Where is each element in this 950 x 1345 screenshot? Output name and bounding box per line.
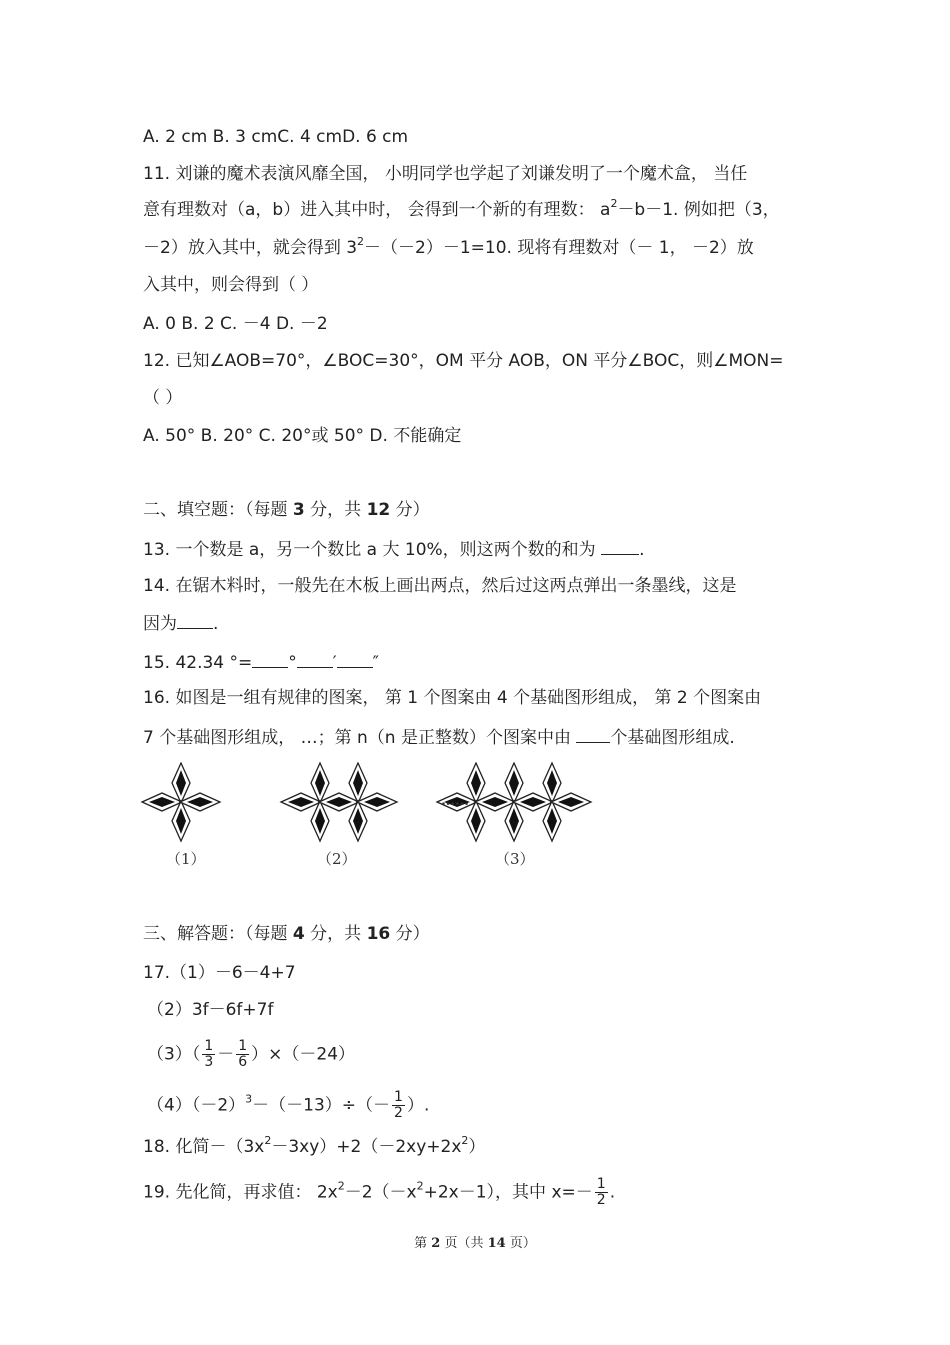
q10-options: A. 2 cm B. 3 cmC. 4 cmD. 6 cm [143,127,409,147]
fraction-one-half: $\frac{1}{2}$ [596,1176,606,1208]
q17-part1: 17.（1）－6－4+7 [143,963,296,983]
pattern-ellipsis: …… [441,793,469,809]
pattern-2 [281,763,397,841]
q17-part3: （3）（ $\frac{1}{3}$ － $\frac{1}{6}$ ）×（－24） [147,1038,356,1070]
q14-line2: 因为 . [143,610,218,636]
q15-blank-deg[interactable] [252,649,288,668]
q11-line3: －2）放入其中，就会得到 $3^2-(-2)-1=10$. 现将有理数对（－ 1， －2）放 [143,235,754,258]
section2-heading: 二、填空题：（每题 3 分，共 12 分） [143,500,430,520]
caption-2: （2） [317,850,357,868]
q14-blank[interactable] [177,610,213,629]
q13-blank[interactable] [601,536,639,555]
q19: 19. 先化简，再求值： $2x^2-2(-x^2+2x-1)$，其中 x=－ $\frac{1}{2}$ . [143,1176,616,1208]
page-footer: 第 2 页（共 14 页） [414,1236,536,1251]
q12-line2: （ ） [143,388,183,408]
q11-line1: 11. 刘谦的魔术表演风靡全国， 小明同学也学起了刘谦发明了一个魔术盒， 当任 [143,164,748,184]
q15-blank-sec[interactable] [337,649,373,668]
fraction-one-third: $\frac{1}{3}$ [204,1038,214,1070]
q15: 15. 42.34 °= ° ′ ″ [143,649,379,675]
q11-line4: 入其中，则会得到（ ） [143,275,319,295]
fraction-one-half: $\frac{1}{2}$ [394,1089,403,1121]
q18: 18. 化简$-(3x^2-3xy)+2(-2xy+2x^2)$ [143,1134,486,1157]
q11-options: A. 0 B. 2 C. －4 D. －2 [143,314,328,334]
q12-line1: 12. 已知∠AOB=70°，∠BOC=30°，OM 平分 AOB，ON 平分∠BOC，则∠MON= [143,351,784,371]
q11-line2: 意有理数对（a，b）进入其中时， 会得到一个新的有理数： $a^2-b-1$. 例如把（3， [143,197,780,220]
q13: 13. 一个数是 a，另一个数比 a 大 10%，则这两个数的和为 . [143,536,644,562]
section3-heading: 三、解答题：（每题 4 分，共 16 分） [143,924,430,944]
q15-blank-min[interactable] [297,649,333,668]
q14-line1: 14. 在锯木料时，一般先在木板上画出两点，然后过这两点弹出一条墨线，这是 [143,576,737,596]
caption-3: （3） [495,850,535,868]
q12-options: A. 50° B. 20° C. 20°或 50° D. 不能确定 [143,426,462,446]
pattern-1 [142,763,220,841]
q16-line1: 16. 如图是一组有规律的图案， 第 1 个图案由 4 个基础图形组成， 第 2 个图案由 [143,688,762,708]
q16-blank[interactable] [576,724,610,743]
caption-1: （1） [166,850,206,868]
fraction-one-sixth: $\frac{1}{6}$ [238,1038,248,1070]
q17-part4: $(4)(-2)^3-(-13)\div(-$ $\frac{1}{2}$ ）. [147,1089,430,1121]
q16-line2: 7 个基础图形组成， …；第 n（n 是正整数）个图案中由 个基础图形组成. [143,724,735,750]
pattern-figure [140,762,620,872]
q17-part2: （2）3f－6f+7f [147,1000,274,1020]
